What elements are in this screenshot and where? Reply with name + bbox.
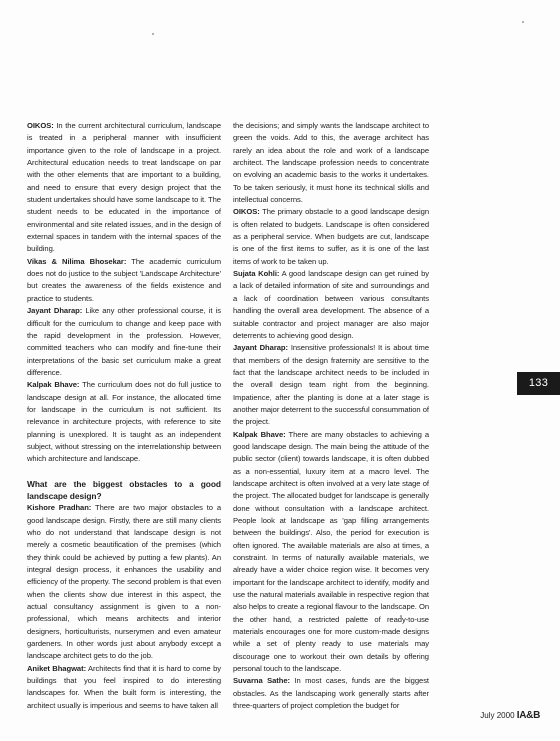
paragraph-text: Like any other professional course, it is difficult for the curriculum to change and keep pace with the rapid development in the profession. However, committed teachers who can modify and fine-tune their interpretations of the basic set curriculum make a great difference. xyxy=(27,306,221,377)
paragraph xyxy=(27,379,221,465)
page-number-tab: 133 xyxy=(517,372,560,395)
right-paragraphs xyxy=(233,120,429,713)
paragraph xyxy=(233,342,429,428)
left-text-column xyxy=(27,120,221,712)
paragraph xyxy=(27,305,221,379)
paragraph xyxy=(233,206,429,268)
speaker-name: OIKOS: xyxy=(233,207,260,217)
paragraph xyxy=(233,675,429,712)
paragraph-text: Insensitive professionals! It is about time that members of the design fraternity are sensitive to the fact that the landscape architect needs to be included in the overall design team right from the beginning. Impatience, after the planting is done at a later stage is another major deterrent to the successful consummation of the project. xyxy=(233,343,429,427)
footer-date: July 2000 xyxy=(480,711,515,720)
paragraph xyxy=(233,120,429,206)
paragraph-text: There are many obstacles to achieving a good landscape design. The main being the attitude of the public sector (client) towards landscape, it is often dubbed as a non-essential, luxury item at a macro level. The landscape architect is often involved at a very late stage of the project. The allocated budget for landscape is generally done without consultation with a landscape architect. People look at landscape as 'gap filling arrangements between the buildings'. Also, the period for execution is often ignored. The available materials are also at times, a constraint. In terms of naturally available materials, we already have a wider choice region wise. It becomes very important for the landscape architect to identify, modify and use the natural materials available in respective region that also helps to create a regional flavour to the landscape. On the other hand, a restricted palette of ready-to-use materials encourages one for more custom-made designs while a set of plenty ready to use materials may discourage one to workout their own details by offering personal touch to the landscape. xyxy=(233,429,429,674)
paragraph xyxy=(27,663,221,712)
paragraph-text: In the current architectural curriculum, landscape is treated in a peripheral manner with insufficient importance given to the role of landscape in a project. Architectural education needs to treat landscape on par with the other elements that are important to a building, and need to ensure that every design project that the student undertakes should have some landscape to it. The student needs to be educated in the importance of environmental and site related issues, and in the design of external spaces in tandem with the internal spaces of the building. xyxy=(27,121,221,254)
speaker-name: Jayant Dharap: xyxy=(233,343,288,353)
footer-brand-logo: IA&B xyxy=(516,710,540,721)
speaker-name: Kishore Pradhan: xyxy=(27,503,92,513)
paragraph-text: The curriculum does not do full justice to landscape design at all. For instance, the allocated time for landscape in the curriculum is not sufficient. Its relevance in architecture projects, with reference to site planning is unexplored. It is taught as an independent subject, without stressing on the interrelationship between which architecture and landscape. xyxy=(27,380,222,464)
right-text-column xyxy=(233,120,429,713)
paragraph-text: the decisions; and simply wants the landscape architect to green the voids. Add to this, the average architect has rarely an idea about the role and work of a landscape architect. The landscape profession needs to concentrate on evolving an academic basis to the works it undertakes. To be taken seriously, it must hone its technical skills and intellectual concerns. xyxy=(233,121,429,205)
paragraph-text: The academic curriculum does not do justice to the subject 'Landscape Architecture' but creates the awareness of the fields existence and practice to students. xyxy=(27,256,221,303)
speaker-name: Kalpak Bhave: xyxy=(233,429,286,439)
speaker-name: OIKOS: xyxy=(27,121,54,130)
paragraph-text: Architects find that it is hard to come by buildings that you feel inspired to do interesting landscapes for. When the built form is interesting, the architect usually is imperious and seems to have taken all xyxy=(27,663,221,710)
paragraph xyxy=(27,256,221,305)
paragraph-text: A good landscape design can get ruined by a lack of detailed information of site and surroundings and a lack of coordination between various consultants handling the overall area development. The absence of a suitable contractor and project manager are also major deterrents to achieving good design. xyxy=(233,269,429,340)
left-paragraphs xyxy=(27,120,221,466)
speaker-name: Aniket Bhagwat: xyxy=(27,663,87,673)
speaker-name: Vikas & Nilima Bhosekar: xyxy=(27,256,127,266)
speaker-name: Sujata Kohli: xyxy=(233,269,280,279)
scan-speck xyxy=(522,21,524,23)
speaker-name: Jayant Dharap: xyxy=(27,306,83,316)
speaker-name: Suvarna Sathe: xyxy=(233,676,290,686)
paragraph-text: In most cases, funds are the biggest obstacles. As the landscaping work generally starts after three-quarters of project completion the budget for xyxy=(233,676,429,711)
page-footer xyxy=(480,711,540,721)
paragraph xyxy=(233,429,429,676)
left-paragraphs-after-question xyxy=(27,502,221,712)
speaker-name: Kalpak Bhave: xyxy=(27,380,80,390)
scan-speck xyxy=(152,33,154,35)
paragraph-text: The primary obstacle to a good landscape design is often related to budgets. Landscape is often considered as a peripheral service. When budgets are cut, landscape is one of the first items to suffer, as it is one of the last items of work to be taken up. xyxy=(233,207,429,266)
paragraph xyxy=(233,268,429,342)
paragraph xyxy=(27,502,221,662)
section-question: What are the biggest obstacles to a good landscape design? xyxy=(27,478,221,501)
paragraph xyxy=(27,120,221,256)
paragraph-text: There are two major obstacles to a good landscape design. Firstly, there are still many clients who do not understand that landscape design is not merely a cosmetic beautification of the premises (which they think could be achieved by putting a few plants). An integral design process, it enhances the usability and efficiency of the property. The second problem is that even when the clients show due interest in this aspect, the actual consultancy assignment is given to a non-professional, which means architects and interior designers, horticulturists, nurserymen and even amateur gardeners. In other words just about anybody except a landscape architect gets to do the job. xyxy=(27,503,221,661)
